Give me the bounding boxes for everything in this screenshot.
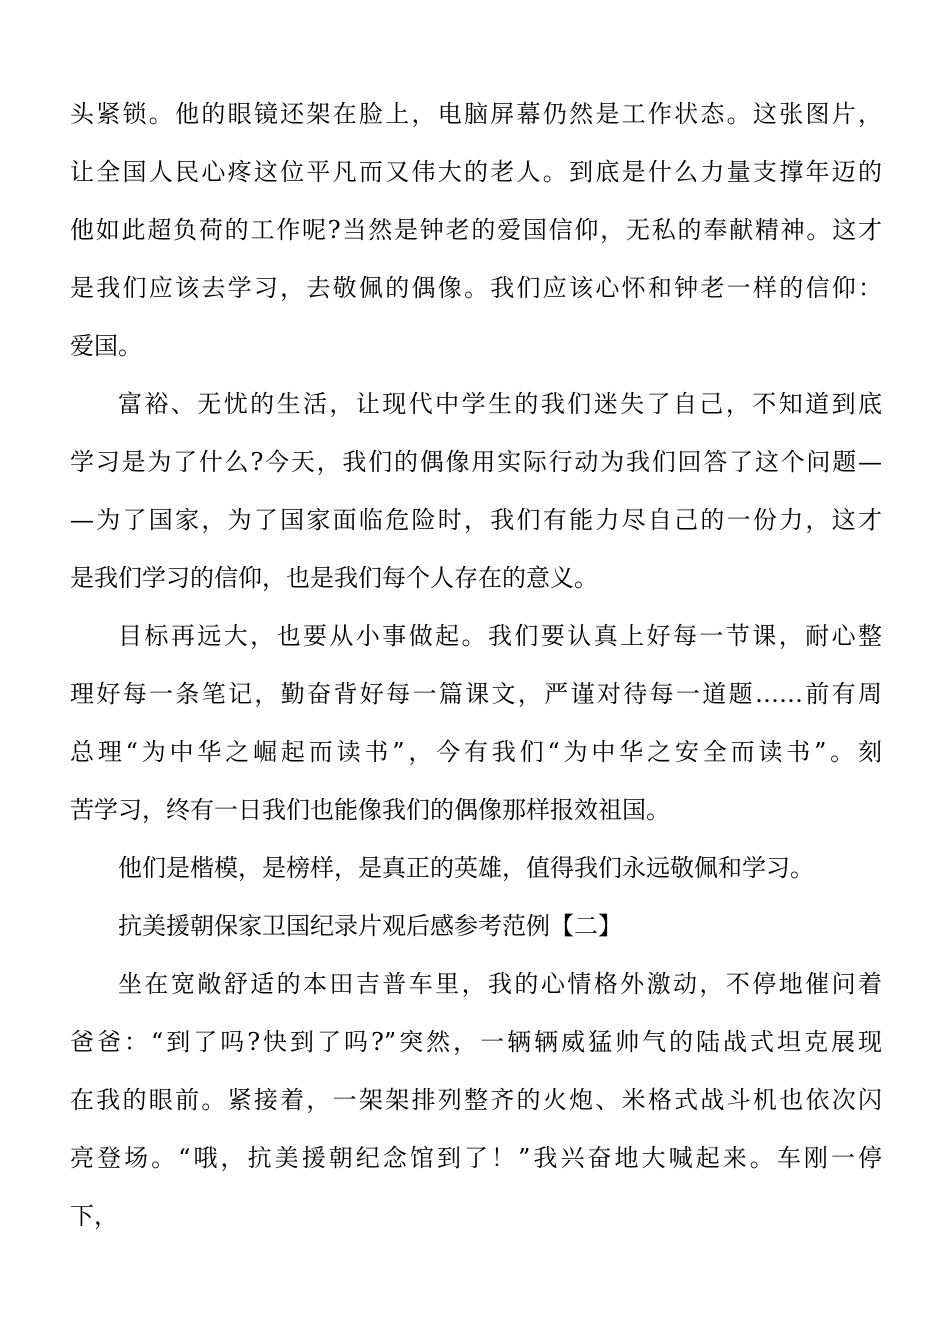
paragraph-line: 他们是楷模，是榜样，是真正的英雄，值得我们永远敬佩和学习。	[118, 854, 814, 882]
paragraph-line: —为了国家，为了国家面临危险时，我们有能力尽自己的一份力，这才	[70, 506, 882, 534]
paragraph-line: 学习是为了什么?今天，我们的偶像用实际行动为我们回答了这个问题—	[70, 448, 882, 476]
paragraph-line: 是我们学习的信仰，也是我们每个人存在的意义。	[70, 564, 598, 592]
paragraph-line: 爸爸：“到了吗?快到了吗?”突然，一辆辆威猛帅气的陆战式坦克展现	[70, 1028, 882, 1056]
paragraph-line: 坐在宽敞舒适的本田吉普车里，我的心情格外激动，不停地催问着	[118, 970, 882, 998]
paragraph-line: 亮登场。“哦，抗美援朝纪念馆到了！”我兴奋地大喊起来。车刚一停	[70, 1144, 882, 1172]
paragraph-line: 爱国。	[70, 332, 142, 360]
paragraph-line: 是我们应该去学习，去敬佩的偶像。我们应该心怀和钟老一样的信仰：	[70, 274, 882, 302]
paragraph-line: 富裕、无忧的生活，让现代中学生的我们迷失了自己，不知道到底	[118, 390, 882, 418]
paragraph-line: 总理“为中华之崛起而读书”，今有我们“为中华之安全而读书”。刻	[70, 738, 882, 766]
paragraph-line: 下，	[70, 1202, 118, 1230]
paragraph-line: 在我的眼前。紧接着，一架架排列整齐的火炮、米格式战斗机也依次闪	[70, 1086, 882, 1114]
paragraph-line: 目标再远大，也要从小事做起。我们要认真上好每一节课，耐心整	[118, 622, 882, 650]
paragraph-line: 头紧锁。他的眼镜还架在脸上，电脑屏幕仍然是工作状态。这张图片，	[70, 100, 882, 128]
paragraph-line: 他如此超负荷的工作呢?当然是钟老的爱国信仰，无私的奉献精神。这才	[70, 216, 882, 244]
paragraph-line: 理好每一条笔记，勤奋背好每一篇课文，严谨对待每一道题……前有周	[70, 680, 882, 708]
section-heading: 抗美援朝保家卫国纪录片观后感参考范例【二】	[118, 912, 622, 940]
paragraph-line: 苦学习，终有一日我们也能像我们的偶像那样报效祖国。	[70, 796, 670, 824]
paragraph-line: 让全国人民心疼这位平凡而又伟大的老人。到底是什么力量支撑年迈的	[70, 158, 882, 186]
